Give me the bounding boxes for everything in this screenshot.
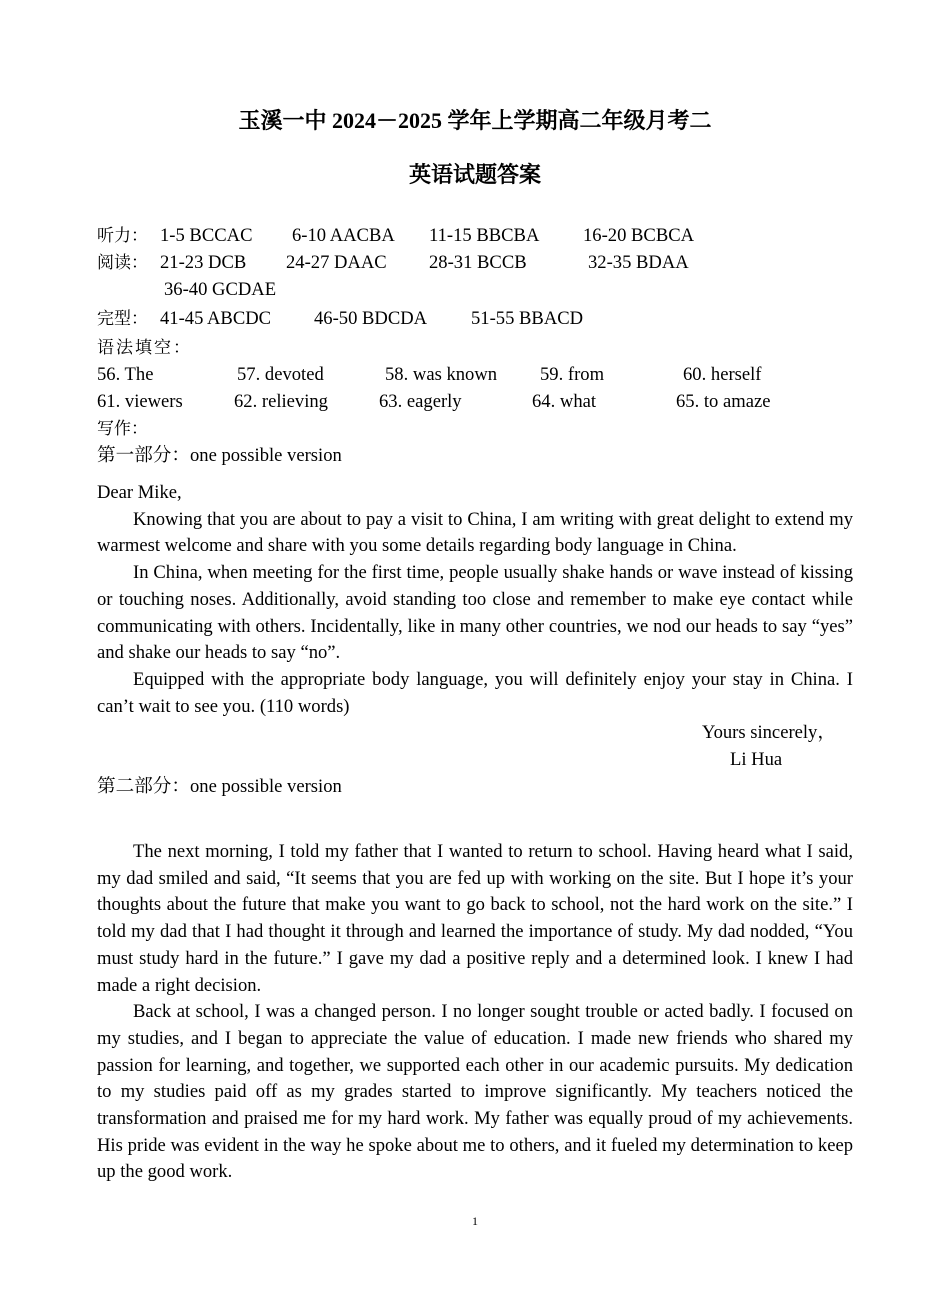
cloze-label: 完型： xyxy=(97,309,148,329)
grammar-label: 语法填空： xyxy=(97,338,192,358)
answer-group: 21-23 DCB xyxy=(160,252,247,273)
part1-letter xyxy=(97,480,853,800)
answer-group: 24-27 DAAC xyxy=(286,252,387,273)
grammar-answer: 61. viewers xyxy=(97,391,183,412)
grammar-answer: 56. The xyxy=(97,364,154,385)
story-paragraph: The next morning, I told my father that I wanted to return to school. Having heard what I said, my dad smiled and said, “It seems that you are fed up with working on the site. But I hope it’s your thoughts about the future that make you want to go back to school, not the hard work on the site.” I told my dad that I had thought it through and learned the importance of study. My dad nodded, “You must study hard in the future.” I gave my dad a positive reply and a determined look. I knew I had made a right decision. xyxy=(97,841,853,996)
answer-group: 41-45 ABCDC xyxy=(160,308,272,329)
letter-closing: Yours sincerely， xyxy=(702,722,836,744)
part2-label: 第二部分：one possible version xyxy=(97,775,342,797)
answer-group: 1-5 BCCAC xyxy=(160,225,253,246)
answer-group: 51-55 BBACD xyxy=(471,308,584,329)
letter-paragraph: Knowing that you are about to pay a visit to China, I am writing with great delight to extend my warmest welcome and share with you some details regarding body language in China. xyxy=(97,508,853,557)
writing-label: 写作： xyxy=(97,419,148,439)
listening-label: 听力： xyxy=(97,226,148,246)
page-number: 1 xyxy=(472,1214,478,1228)
answer-group: 16-20 BCBCA xyxy=(583,225,695,246)
grammar-answer: 58. was known xyxy=(385,364,498,385)
reading-label: 阅读： xyxy=(97,253,148,273)
letter-signature: Li Hua xyxy=(730,749,783,771)
letter-paragraph: Equipped with the appropriate body language, you will definitely enjoy your stay in China. I can’t wait to see you. (110 words) xyxy=(97,668,853,717)
grammar-answer: 59. from xyxy=(540,364,605,385)
letter-greeting: Dear Mike, xyxy=(97,482,182,503)
story-paragraph: Back at school, I was a changed person. I no longer sought trouble or acted badly. I focused on my studies, and I began to appreciate the value of education. I made new friends who shared my passion for learning, and together, we supported each other in our academic pursuits. My dedication to my studies paid off as my grades started to improve significantly. My teachers noticed the transformation and praised me for my hard work. My father was equally proud of my achievements. His pride was evident in the way he spoke about me to others, and it fueled my determination to keep up the good work. xyxy=(97,1001,853,1183)
document-subtitle: 英语试题答案 xyxy=(408,162,541,187)
letter-paragraph: In China, when meeting for the first time, people usually shake hands or wave instead of kissing or touching noses. Additionally, avoid standing too close and remember to make eye contact while communicating with others. Incidentally, like in many other countries, we nod our heads to say “yes” and shake our heads to say “no”. xyxy=(97,562,853,664)
grammar-answer: 65. to amaze xyxy=(676,391,771,412)
answer-group: 6-10 AACBA xyxy=(292,225,395,246)
grammar-answer: 57. devoted xyxy=(237,364,324,385)
answer-group: 32-35 BDAA xyxy=(588,252,689,273)
answer-group: 36-40 GCDAE xyxy=(164,279,277,300)
grammar-answer: 62. relieving xyxy=(234,391,328,412)
part2-story xyxy=(97,839,853,1186)
answer-group: 11-15 BBCBA xyxy=(429,225,540,246)
answer-group: 28-31 BCCB xyxy=(429,252,527,273)
grammar-answer: 64. what xyxy=(532,391,597,412)
grammar-answer: 63. eagerly xyxy=(379,391,462,412)
part1-label: 第一部分：one possible version xyxy=(97,445,342,466)
document-title: 玉溪一中 2024－2025 学年上学期高二年级月考二 xyxy=(238,108,712,133)
grammar-answer: 60. herself xyxy=(683,364,762,385)
answer-group: 46-50 BDCDA xyxy=(314,308,428,329)
